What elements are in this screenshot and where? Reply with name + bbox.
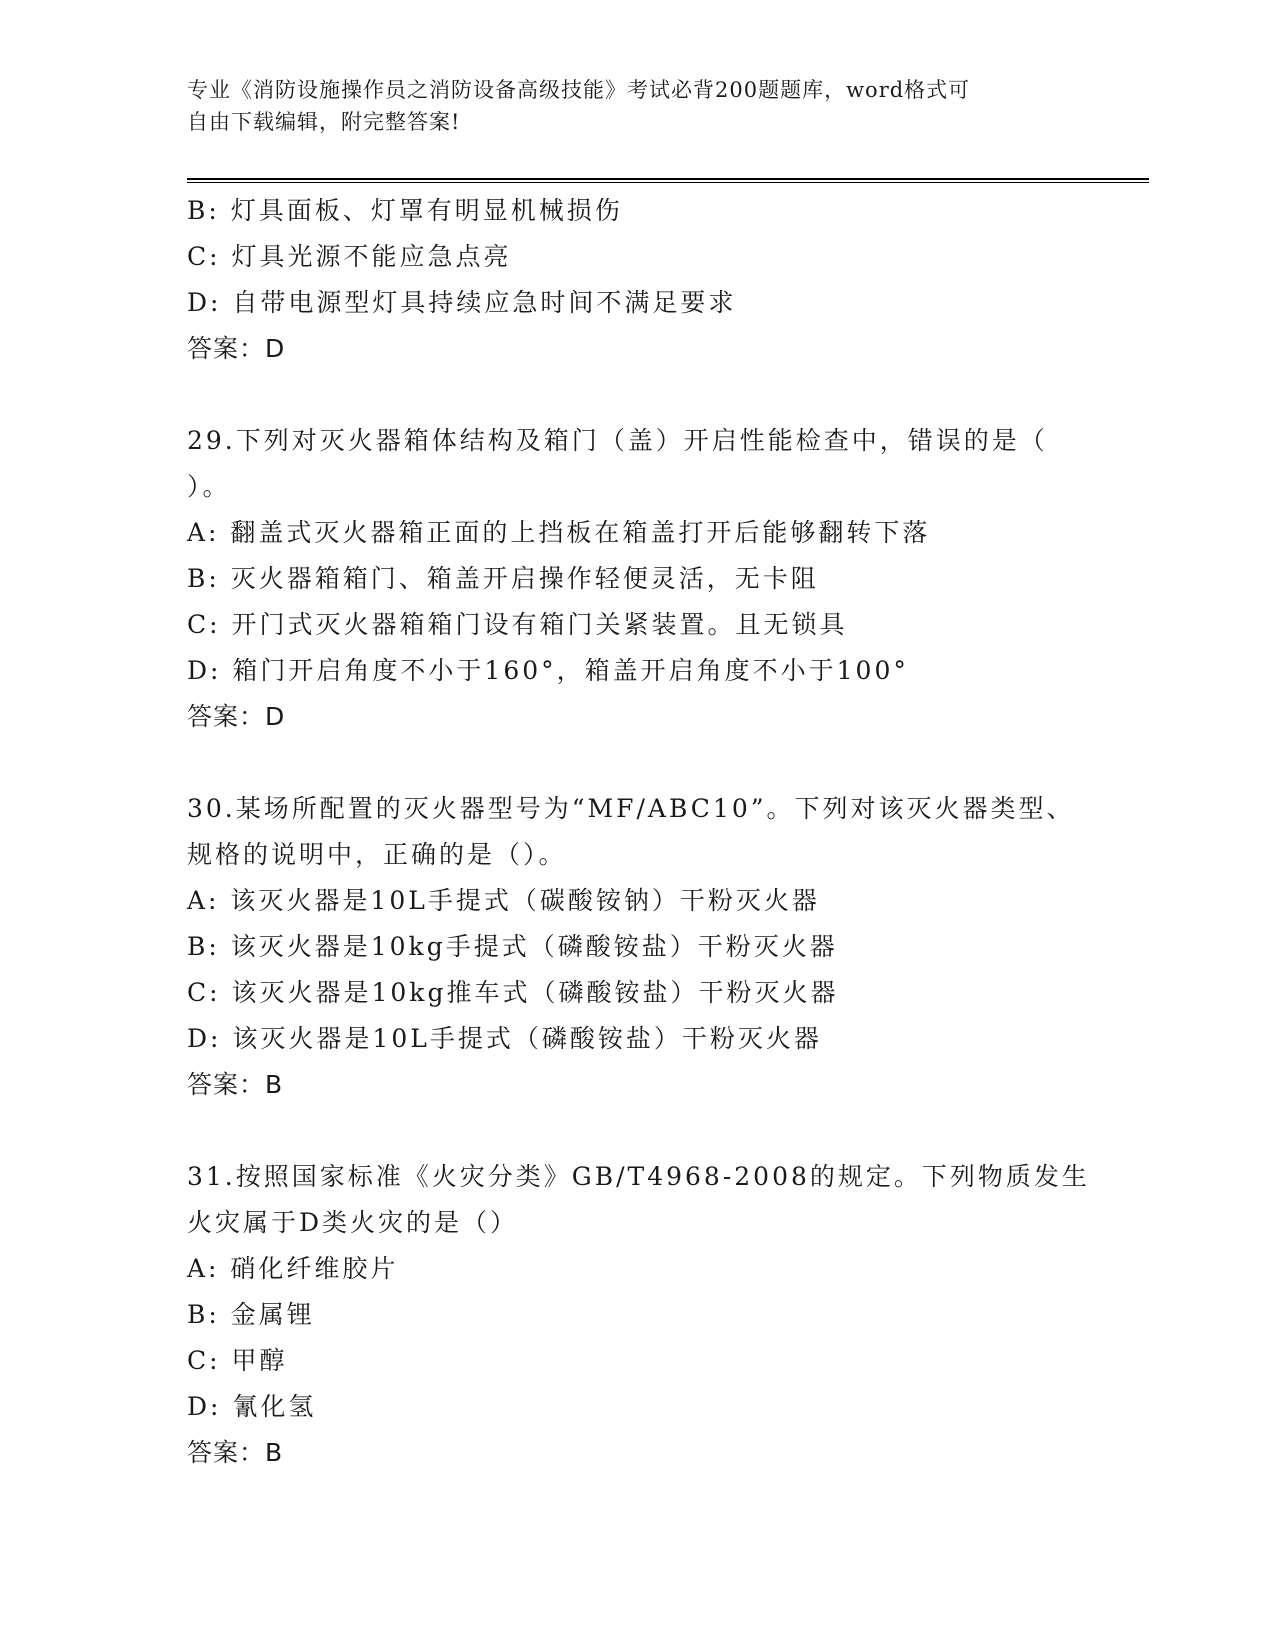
answer-line: 答案：D [187,334,286,363]
answer-line: 答案：B [187,1438,284,1467]
document-header [187,74,1067,138]
option-d: D: 该灭火器是10L手提式（磷酸铵盐）干粉灭火器 [187,1024,822,1053]
header-divider-thick [187,178,1149,180]
option-b: B: 灯具面板、灯罩有明显机械损伤 [187,196,623,225]
question-30 [187,786,1087,1108]
option-c: C: 甲醇 [187,1346,288,1375]
question-stem-line-1: 29.下列对灭火器箱体结构及箱门（盖）开启性能检查中，错误的是（ [187,426,1048,455]
question-29 [187,418,1087,740]
option-d: D: 氰化氢 [187,1392,317,1421]
option-a: A: 硝化纤维胶片 [187,1254,399,1283]
question-stem-line-1: 30.某场所配置的灭火器型号为“MF/ABC10”。下列对该灭火器类型、 [187,794,1075,823]
option-b: B: 金属锂 [187,1300,315,1329]
option-b: B: 灭火器箱箱门、箱盖开启操作轻便灵活，无卡阻 [187,564,819,593]
spacer [187,372,1087,418]
question-stem-line-1: 31.按照国家标准《火灾分类》GB/T4968-2008的规定。下列物质发生 [187,1162,1090,1191]
header-line-1: 专业《消防设施操作员之消防设备高级技能》考试必背200题题库，word格式可 [187,78,971,102]
spacer [187,1108,1087,1154]
option-c: C: 灯具光源不能应急点亮 [187,242,512,271]
option-a: A: 该灭火器是10L手提式（碳酸铵钠）干粉灭火器 [187,886,820,915]
option-d: D: 箱门开启角度不小于160°，箱盖开启角度不小于100° [187,656,909,685]
option-c: C: 开门式灭火器箱箱门设有箱门关紧装置。且无锁具 [187,610,848,639]
option-a: A: 翻盖式灭火器箱正面的上挡板在箱盖打开后能够翻转下落 [187,518,931,547]
spacer [187,740,1087,786]
question-list [187,188,1090,1476]
header-line-2: 自由下载编辑，附完整答案! [187,110,461,134]
question-31 [187,1154,1090,1476]
option-c: C: 该灭火器是10kg推车式（磷酸铵盐）干粉灭火器 [187,978,839,1007]
option-b: B: 该灭火器是10kg手提式（磷酸铵盐）干粉灭火器 [187,932,838,961]
question-stem-line-2: 规格的说明中，正确的是（）。 [187,840,567,869]
option-d: D: 自带电源型灯具持续应急时间不满足要求 [187,288,737,317]
question-stem-line-2: 火灾属于D类火灾的是（） [187,1208,519,1237]
header-divider-thin [187,182,1149,183]
question-stem-line-2: ）。 [187,472,231,501]
answer-line: 答案：B [187,1070,284,1099]
answer-line: 答案：D [187,702,286,731]
question-partial [187,188,1087,372]
